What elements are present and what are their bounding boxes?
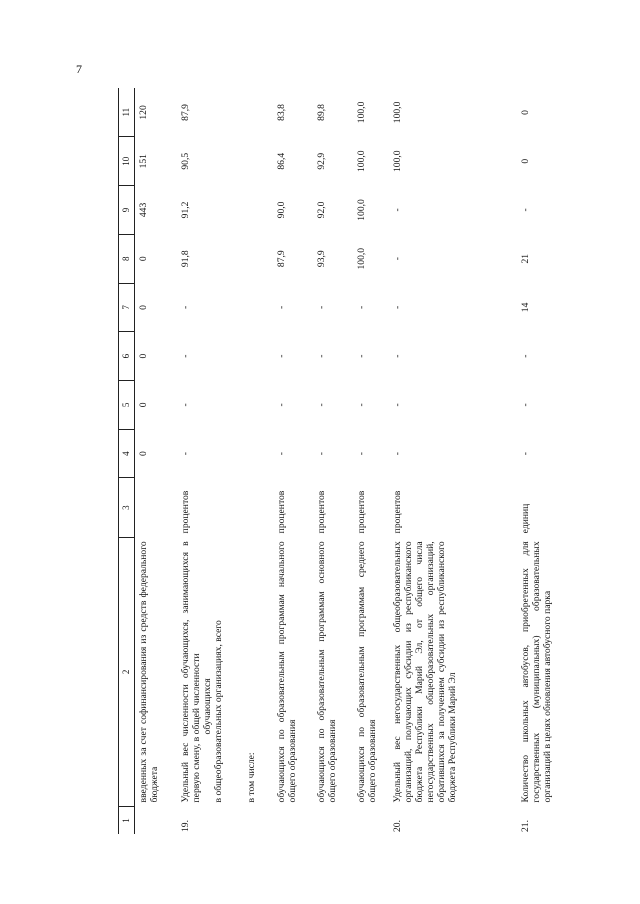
- value-cell: -: [179, 354, 191, 358]
- value-cell: 87,9: [179, 104, 191, 121]
- value-cell: 0: [519, 110, 531, 115]
- value-cell: [243, 137, 273, 186]
- value-cell: -: [391, 305, 403, 310]
- row-unit: процентов: [391, 490, 403, 534]
- row-name: введенных за счет софинансирования из средств федерального бюджета: [138, 541, 161, 803]
- value-cell: 0: [519, 158, 531, 164]
- value-cell: -: [275, 354, 287, 358]
- value-cell: 90,5: [179, 152, 191, 170]
- row-name-tail: в общеобразовательных организациях, всего: [212, 620, 224, 803]
- value-cell: [243, 234, 273, 283]
- value-cell: 0: [138, 353, 149, 359]
- value-cell: -: [275, 452, 287, 456]
- header-cell: 4: [119, 429, 135, 478]
- row-name-indent: обучающихся: [201, 678, 213, 735]
- row-name: [177, 537, 243, 806]
- value-cell: 86,4: [275, 152, 287, 170]
- value-cell: [243, 186, 273, 235]
- table-row: [243, 88, 273, 834]
- value-cell: 90,0: [275, 201, 287, 219]
- value-cell: 91,8: [179, 250, 191, 268]
- value-cell: -: [179, 452, 191, 456]
- value-cell: -: [519, 452, 531, 456]
- value-cell: [243, 332, 273, 381]
- value-cell: 83,8: [275, 104, 287, 121]
- value-cell: -: [179, 305, 191, 310]
- value-cell: -: [275, 305, 287, 310]
- header-cell: 8: [119, 234, 135, 283]
- value-cell: 100,0: [391, 150, 403, 173]
- value-cell: 0: [138, 451, 149, 457]
- value-cell: [243, 381, 273, 430]
- row-unit: процентов: [315, 490, 327, 534]
- value-cell: 87,9: [275, 250, 287, 268]
- value-cell: 91,2: [179, 201, 191, 219]
- table-row: [135, 88, 177, 834]
- table-row: [389, 88, 517, 834]
- header-cell: 7: [119, 283, 135, 332]
- row-name: обучающихся по образовательным программам основного общего образования: [315, 541, 338, 803]
- row-number: 21.: [519, 820, 531, 832]
- value-cell: 92,9: [315, 152, 327, 170]
- value-cell: -: [519, 208, 531, 212]
- value-cell: 100,0: [355, 150, 367, 173]
- value-cell: -: [391, 354, 403, 358]
- row-name: обучающихся по образовательным программам среднего общего образования: [355, 541, 378, 803]
- header-cell: 3: [119, 478, 135, 537]
- value-cell: 100,0: [355, 199, 367, 221]
- value-cell: -: [391, 452, 403, 456]
- row-unit: процентов: [355, 490, 367, 534]
- row-number: 20.: [391, 820, 403, 832]
- row-unit: [135, 478, 177, 537]
- value-cell: 14: [519, 302, 531, 313]
- table-row: [177, 88, 243, 834]
- value-cell: 93,9: [315, 250, 327, 268]
- header-cell: 6: [119, 332, 135, 381]
- value-cell: -: [355, 452, 367, 456]
- value-cell: 89,8: [315, 104, 327, 121]
- table-row: [313, 88, 353, 834]
- value-cell: -: [355, 403, 367, 407]
- row-number: [243, 806, 273, 834]
- value-cell: [243, 283, 273, 332]
- header-cell: 9: [119, 186, 135, 235]
- value-cell: 0: [138, 305, 149, 310]
- value-cell: 100,0: [391, 101, 403, 124]
- row-number: [313, 806, 353, 834]
- value-cell: 0: [138, 402, 149, 408]
- value-cell: 443: [138, 202, 149, 218]
- value-cell: 92,0: [315, 201, 327, 219]
- row-name: в том числе:: [245, 752, 257, 803]
- header-cell: 5: [119, 381, 135, 430]
- row-number: 19.: [179, 820, 191, 832]
- value-cell: -: [519, 354, 531, 358]
- row-name: обучающихся по образовательным программам начального общего образования: [275, 541, 298, 803]
- header-cell: 1: [119, 806, 135, 834]
- indicators-table: [118, 88, 587, 834]
- row-number: [353, 806, 389, 834]
- table-row: [517, 88, 587, 834]
- value-cell: -: [315, 452, 327, 456]
- table-row: [273, 88, 313, 834]
- value-cell: -: [275, 403, 287, 407]
- value-cell: 100,0: [355, 247, 367, 270]
- value-cell: [243, 429, 273, 478]
- value-cell: -: [315, 403, 327, 407]
- header-cell: 2: [119, 537, 135, 806]
- value-cell: 151: [138, 154, 149, 169]
- value-cell: -: [391, 208, 403, 212]
- row-unit: процентов: [179, 490, 191, 534]
- header-cell: 10: [119, 137, 135, 186]
- row-name: Количество школьных автобусов, приобретенных для государственных (муниципальных) образовательных организаций в целях обновления автобусного парка: [519, 541, 553, 803]
- value-cell: 100,0: [355, 101, 367, 124]
- rotated-page: [118, 88, 553, 834]
- value-cell: 21: [519, 253, 531, 264]
- value-cell: -: [355, 305, 367, 310]
- header-row: [119, 88, 135, 834]
- value-cell: -: [519, 403, 531, 407]
- page-number: 7: [76, 62, 82, 76]
- row-name: Удельный вес негосударственных общеобразовательных организаций, получающих субсидии из республиканского бюджета Республики Марий Эл, от общего числа негосударственных общеобразовательных организаций, обратившихся за получением субсидии из республиканского бюджета Республики Марий Эл: [391, 541, 458, 803]
- value-cell: -: [179, 403, 191, 407]
- table-row: [353, 88, 389, 834]
- value-cell: -: [355, 354, 367, 358]
- value-cell: -: [315, 354, 327, 358]
- value-cell: 120: [138, 105, 149, 120]
- value-cell: -: [391, 257, 403, 261]
- header-cell: 11: [119, 88, 135, 137]
- row-unit: процентов: [275, 490, 287, 534]
- row-number: [273, 806, 313, 834]
- value-cell: [243, 88, 273, 137]
- row-unit: единиц: [519, 503, 531, 534]
- value-cell: -: [391, 403, 403, 407]
- row-number: [135, 806, 177, 834]
- value-cell: -: [315, 305, 327, 310]
- row-unit: [243, 478, 273, 537]
- value-cell: 0: [138, 256, 149, 262]
- row-name-text: Удельный вес численности обучающихся, занимающихся в первую смену, в общей численности: [179, 541, 202, 803]
